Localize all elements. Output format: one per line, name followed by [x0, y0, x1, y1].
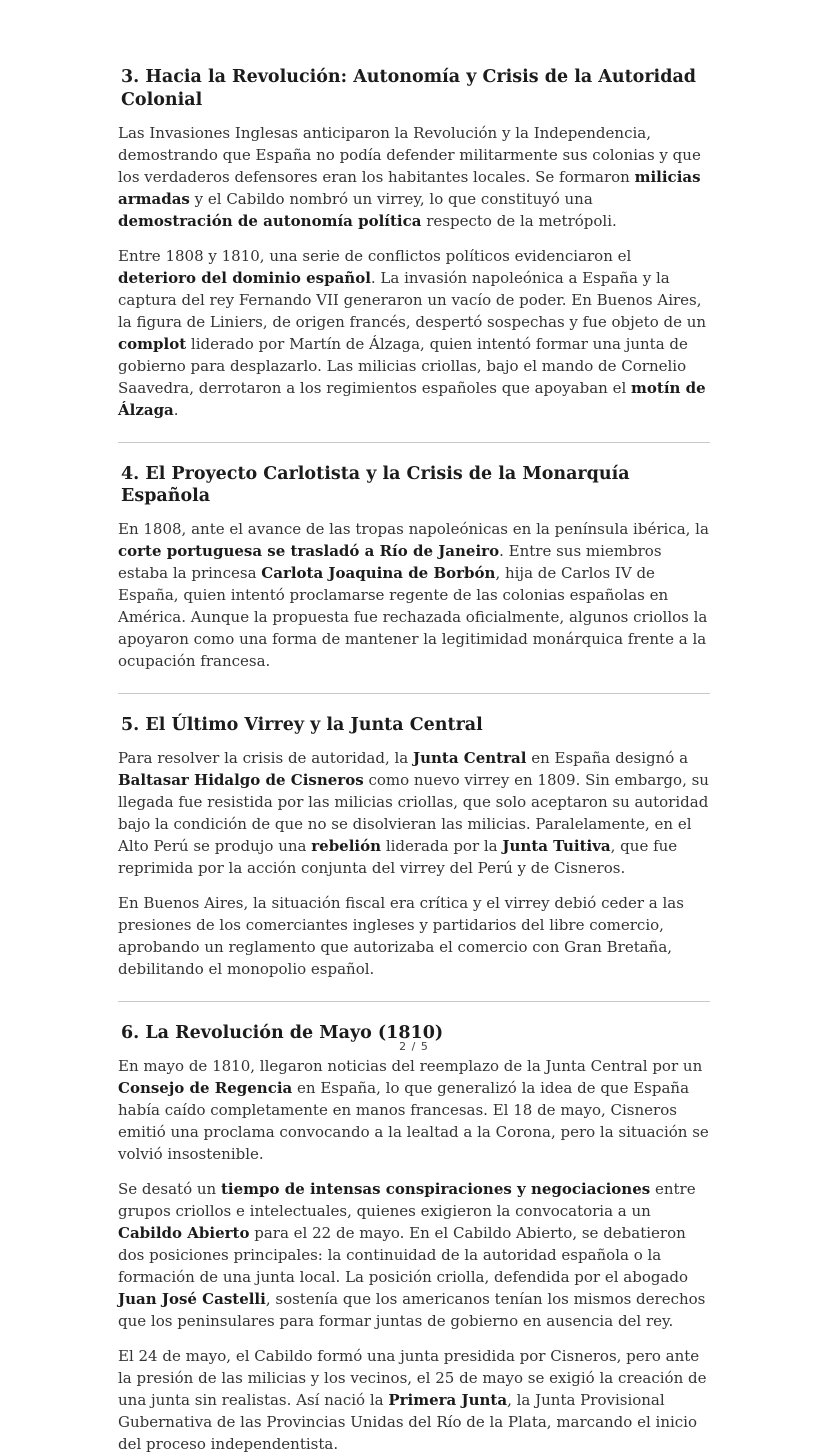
bold-text-run: tiempo de intensas conspiraciones y negociaciones: [220, 1179, 651, 1198]
section-title: 6. La Revolución de Mayo (1810): [121, 1022, 444, 1043]
section-divider: [118, 693, 710, 694]
text-run: entre grupos criollos e intelectuales, quienes exigieron la convocatoria a un: [118, 1179, 696, 1220]
paragraph: [118, 747, 710, 879]
section-paragraphs: [118, 122, 710, 421]
page-number: 2 / 5: [399, 1040, 429, 1053]
section-title: 4. El Proyecto Carlotista y la Crisis de la Monarquía Española: [121, 463, 630, 507]
section-paragraphs: [118, 1055, 710, 1455]
bold-text-run: demostración de autonomía política: [118, 211, 422, 230]
bold-text-run: Primera Junta: [388, 1390, 508, 1409]
text-run: liderado por Martín de Álzaga, quien intentó formar una junta de gobierno para desplazarlo. Las milicias criollas, bajo el mando de Cornelio Saavedra, derrotaron a los regimientos españoles que apoyaban el: [118, 334, 688, 397]
text-run: Las Invasiones Inglesas anticiparon la Revolución y la Independencia, demostrando que España no podía defender militarmente sus colonias y que los verdaderos defensores eran los habitantes locales. Se formaron: [118, 123, 701, 186]
text-run: , sostenía que los americanos tenían los mismos derechos que los peninsulares para formar juntas de gobierno en ausencia del rey.: [118, 1289, 706, 1330]
text-run: en España, lo que generalizó la idea de que España había caído completamente en manos francesas. El 18 de mayo, Cisneros emitió una proclama convocando a la lealtad a la Corona, pero la situación se volvió insostenible.: [118, 1078, 709, 1163]
section-paragraphs: [118, 747, 710, 980]
text-run: En mayo de 1810, llegaron noticias del reemplazo de la Junta Central por un: [118, 1056, 703, 1075]
bold-text-run: Consejo de Regencia: [118, 1078, 293, 1097]
bold-text-run: rebelión: [311, 836, 382, 855]
text-run: , hija de Carlos IV de España, quien intentó proclamarse regente de las colonias españolas en América. Aunque la propuesta fue rechazada oficialmente, algunos criollos la apoyaron como una forma de mantener la legitimidad monárquica frente a la ocupación francesa.: [118, 564, 708, 670]
section-title: 5. El Último Virrey y la Junta Central: [121, 715, 483, 735]
document-body: [118, 66, 710, 1455]
text-run: .: [173, 400, 179, 419]
text-run: en España designó a: [526, 748, 689, 767]
text-run: . Entre sus miembros estaba la princesa: [118, 542, 662, 582]
bold-text-run: Junta Central: [413, 748, 527, 767]
bold-text-run: corte portuguesa se trasladó a Río de Janeiro: [118, 542, 500, 560]
text-run: para el 22 de mayo. En el Cabildo Abierto, se debatieron dos posiciones principales: la continuidad de la autoridad española o la formación de una junta local. La posición criolla, defendida por el abogado: [118, 1223, 689, 1286]
document-section: [118, 693, 710, 980]
document-section: [118, 442, 710, 673]
bold-text-run: Baltasar Hidalgo de Cisneros: [118, 770, 364, 789]
bold-text-run: Cabildo Abierto: [118, 1223, 250, 1242]
document-section: [118, 66, 710, 421]
text-run: como nuevo virrey en 1809. Sin embargo, su llegada fue resistida por las milicias criollas, que solo aceptaron su autoridad bajo la condición de que no se disolvieran las milicias. Paralelamente, en el Alto Perú se produjo una: [118, 770, 709, 855]
paragraph: [118, 518, 710, 672]
bold-text-run: Junta Tuitiva: [502, 836, 611, 855]
text-run: Se desató un: [118, 1179, 221, 1198]
paragraph: [118, 1055, 710, 1165]
text-run: liderada por la: [381, 836, 503, 855]
text-run: En Buenos Aires, la situación fiscal era crítica y el virrey debió ceder a las presiones de los comerciantes ingleses y partidarios del libre comercio, aprobando un reglamento que autorizaba el comercio con Gran Bretaña, debilitando el monopolio español.: [118, 893, 684, 978]
bold-text-run: milicias armadas: [118, 167, 701, 208]
document-section: [118, 1001, 710, 1455]
paragraph: [118, 1178, 710, 1332]
text-run: respecto de la metrópoli.: [421, 211, 617, 230]
section-title: 3. Hacia la Revolución: Autonomía y Crisis de la Autoridad Colonial: [121, 67, 697, 110]
paragraph: [118, 245, 710, 421]
text-run: y el Cabildo nombró un virrey, lo que constituyó una: [189, 189, 593, 208]
text-run: Para resolver la crisis de autoridad, la: [118, 748, 414, 767]
bold-text-run: Carlota Joaquina de Borbón: [261, 564, 496, 582]
section-divider: [118, 1001, 710, 1002]
paragraph: [118, 122, 710, 232]
paragraph: [118, 1345, 710, 1455]
text-run: En 1808, ante el avance de las tropas napoleónicas en la península ibérica, la: [118, 520, 709, 538]
section-paragraphs: [118, 518, 710, 672]
text-run: . La invasión napoleónica a España y la captura del rey Fernando VII generaron un vacío de poder. En Buenos Aires, la figura de Liniers, de origen francés, despertó sospechas y fue objeto de un: [118, 268, 707, 331]
text-run: , la Junta Provisional Gubernativa de las Provincias Unidas del Río de la Plata, marcando el inicio del proceso independentista.: [118, 1390, 698, 1453]
bold-text-run: complot: [118, 334, 187, 353]
text-run: , que fue reprimida por la acción conjunta del virrey del Perú y de Cisneros.: [118, 836, 678, 877]
bold-text-run: deterioro del dominio español: [118, 268, 371, 287]
text-run: Entre 1808 y 1810, una serie de conflictos políticos evidenciaron el: [118, 246, 632, 265]
bold-text-run: Juan José Castelli: [118, 1289, 266, 1308]
text-run: El 24 de mayo, el Cabildo formó una junta presidida por Cisneros, pero ante la presión de las milicias y los vecinos, el 25 de mayo se exigió la creación de una junta sin realistas. Así nació la: [118, 1346, 707, 1409]
bold-text-run: motín de Álzaga: [118, 378, 706, 419]
section-divider: [118, 442, 710, 443]
paragraph: [118, 892, 710, 980]
